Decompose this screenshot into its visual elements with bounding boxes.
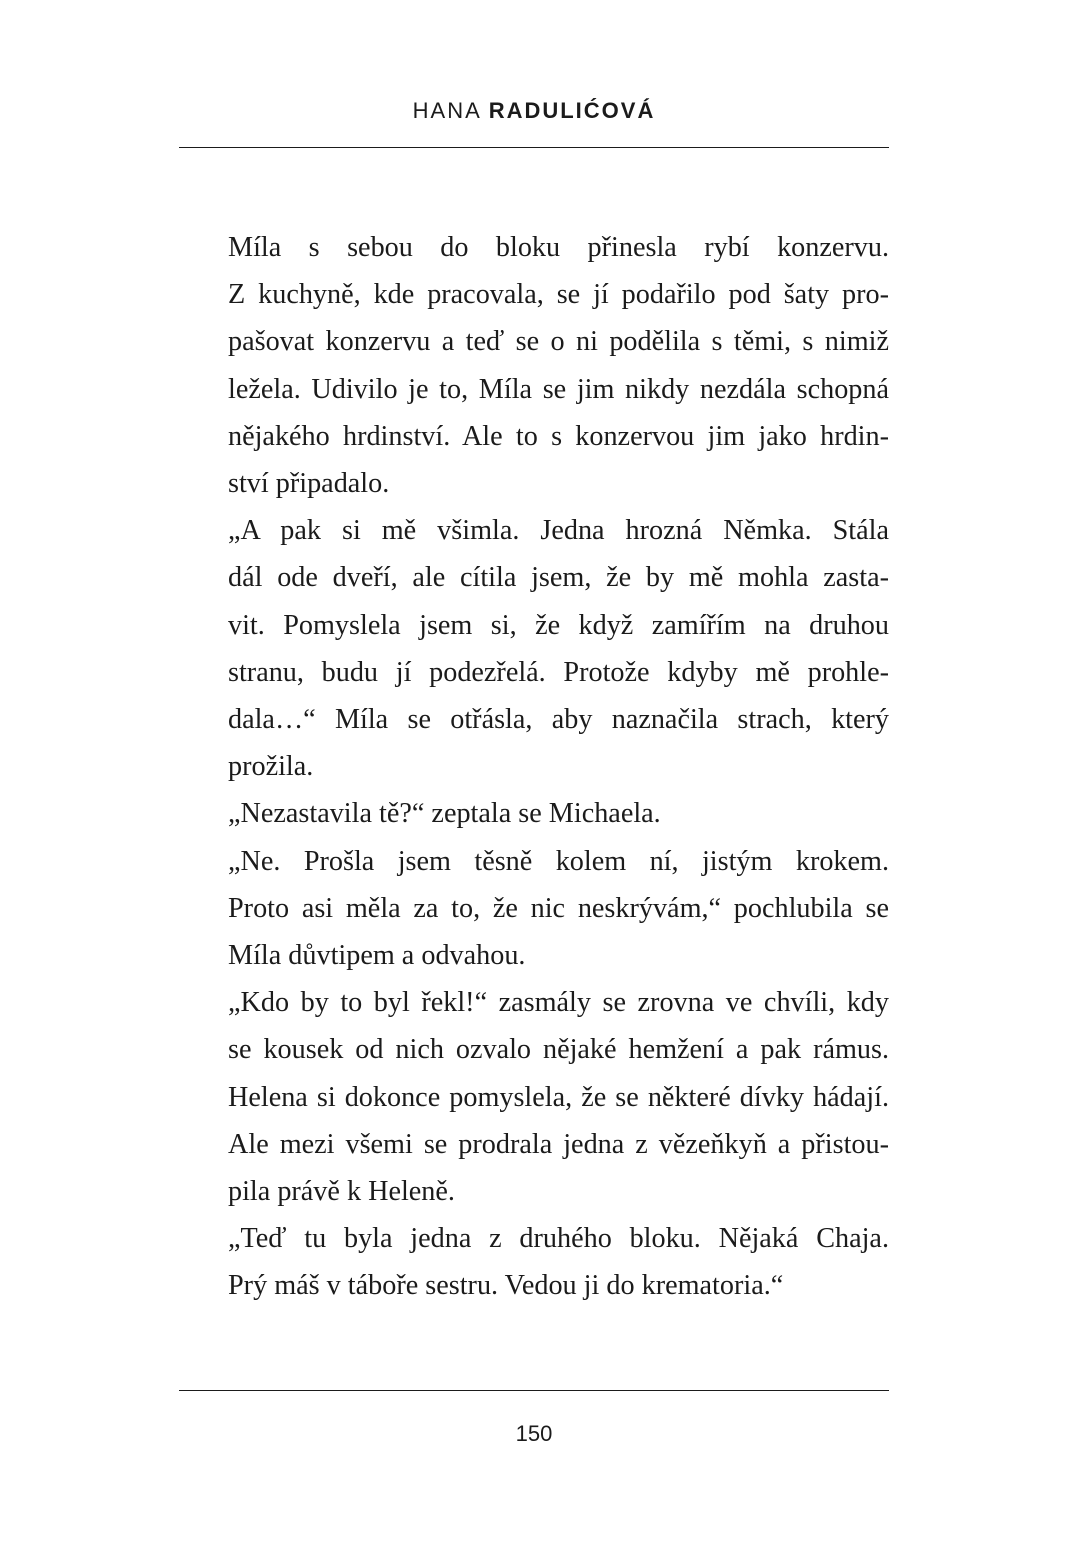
text-line: Prý máš v táboře sestru. Vedou ji do krematoria.“ [228,1270,784,1302]
text-line: prožila. [228,751,314,783]
text-line: Proto asi měla za to, že nic neskrývám,“ pochlubila se [228,892,889,924]
text-line: ství připadalo. [228,468,390,500]
text-line: nějakého hrdinství. Ale to s konzervou jim jako hrdin- [228,420,889,452]
text-line: „A pak si mě všimla. Jedna hrozná Němka. Stála [228,515,889,547]
paragraph [181,838,889,980]
text-line: stranu, budu jí podezřelá. Protože kdyby mě prohle- [228,656,889,688]
text-line: Míla důvtipem a odvahou. [228,940,526,972]
text-line: Míla s sebou do bloku přinesla rybí konzervu. [228,232,889,263]
text-line: „Teď tu byla jedna z druhého bloku. Nějaká Chaja. [228,1223,889,1255]
footer-rule [179,1390,889,1391]
text-line: pašovat konzervu a teď se o ni podělila s těmi, s nimiž [228,326,889,358]
body-text [181,224,889,1310]
paragraph [181,507,889,790]
text-line: „Kdo by to byl řekl!“ zasmály se zrovna ve chvíli, kdy [228,987,889,1019]
text-line: dál ode dveří, ale cítila jsem, že by mě mohla zasta- [228,562,889,594]
text-line: „Ne. Prošla jsem těsně kolem ní, jistým krokem. [228,845,889,877]
text-line: ležela. Udivilo je to, Míla se jim nikdy nezdála schopná [228,373,889,405]
paragraph [181,979,889,1215]
page-number: 150 [515,1421,553,1446]
text-line: Helena si dokonce pomyslela, že se některé dívky hádají. [228,1081,889,1113]
author-first-name: HANA [412,98,481,123]
text-line: se kousek od nich ozvalo nějaké hemžení a pak rámus. [228,1034,889,1066]
running-header [179,98,889,124]
paragraph [181,224,889,507]
text-line: Z kuchyně, kde pracovala, se jí podařilo pod šaty pro- [228,279,889,311]
text-line: pila právě k Heleně. [228,1176,455,1208]
paragraph [181,1215,889,1309]
header-rule [179,147,889,148]
author-last-name: RADULIĆOVÁ [488,98,656,123]
text-line: Ale mezi všemi se prodrala jedna z vězeňkyň a přistou- [228,1128,889,1160]
text-line: vit. Pomyslela jsem si, že když zamířím na druhou [228,609,889,641]
text-line: dala…“ Míla se otřásla, aby naznačila strach, který [228,704,889,736]
text-line: „Nezastavila tě?“ zeptala se Michaela. [228,798,661,830]
paragraph [181,790,889,837]
